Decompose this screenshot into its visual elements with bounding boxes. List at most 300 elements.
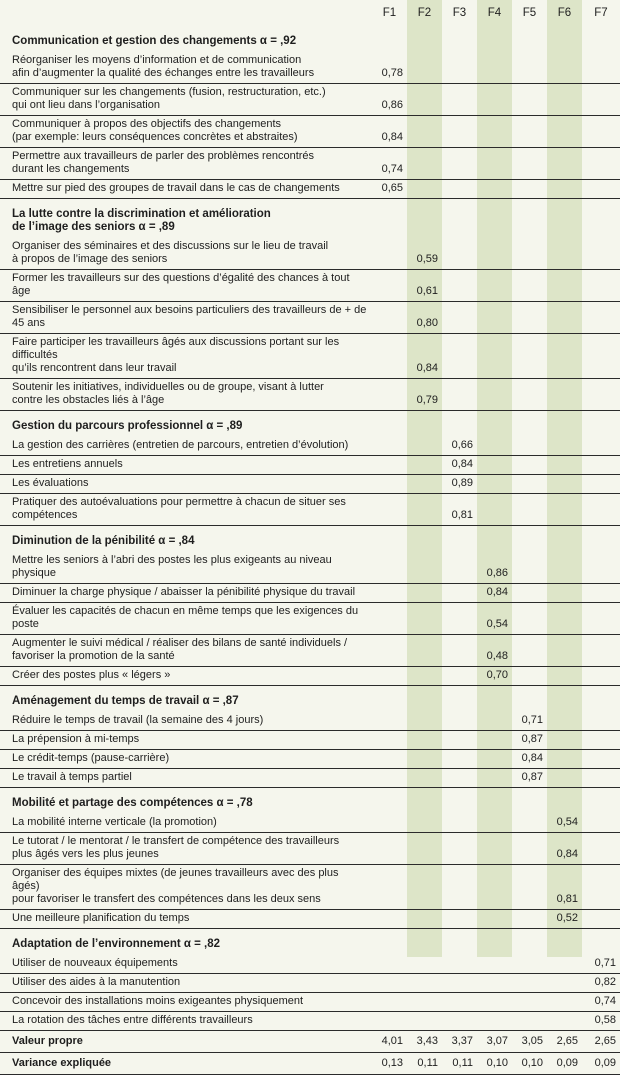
empty-cell — [547, 475, 582, 494]
table-row — [0, 552, 620, 584]
empty-cell — [477, 302, 512, 334]
empty-cell — [547, 731, 582, 750]
table-row — [0, 833, 620, 865]
item-label: Former les travailleurs sur des questions d’égalité des chances à tout âge — [0, 270, 372, 302]
empty-cell — [477, 475, 512, 494]
loading-value: 0,61 — [407, 270, 442, 302]
column-header: F6 — [557, 6, 572, 19]
empty-cell — [442, 814, 477, 833]
empty-cell — [582, 910, 620, 929]
table-row — [0, 584, 620, 603]
table-row — [0, 769, 620, 788]
empty-cell — [547, 270, 582, 302]
summary-value: 2,65 — [582, 1031, 620, 1053]
empty-cell — [512, 494, 547, 526]
empty-cell — [582, 635, 620, 667]
empty-cell — [407, 635, 442, 667]
empty-cell — [407, 731, 442, 750]
empty-cell — [407, 814, 442, 833]
empty-cell — [372, 667, 407, 686]
empty-cell — [512, 456, 547, 475]
empty-cell — [407, 456, 442, 475]
empty-cell — [582, 116, 620, 148]
summary-value: 0,09 — [582, 1053, 620, 1075]
empty-cell — [512, 955, 547, 974]
loading-value: 0,81 — [442, 494, 477, 526]
empty-cell — [512, 334, 547, 379]
loading-value: 0,74 — [372, 148, 407, 180]
loading-value: 0,84 — [407, 334, 442, 379]
empty-cell — [442, 769, 477, 788]
empty-cell — [582, 833, 620, 865]
empty-cell — [372, 712, 407, 731]
empty-cell — [582, 475, 620, 494]
item-label: Faire participer les travailleurs âgés aux discussions portant sur les difficultés qu’ils rencontrent dans leur travail — [0, 334, 372, 379]
loading-value: 0,70 — [477, 667, 512, 686]
summary-value: 0,13 — [372, 1053, 407, 1075]
empty-cell — [442, 148, 477, 180]
empty-cell — [442, 750, 477, 769]
loading-value: 0,80 — [407, 302, 442, 334]
empty-cell — [372, 910, 407, 929]
table-row — [0, 667, 620, 686]
empty-cell — [407, 993, 442, 1012]
empty-cell — [582, 865, 620, 910]
loading-value: 0,82 — [582, 974, 620, 993]
item-label: La prépension à mi-temps — [0, 731, 372, 750]
empty-cell — [372, 552, 407, 584]
empty-cell — [372, 379, 407, 411]
item-label: La gestion des carrières (entretien de parcours, entretien d’évolution) — [0, 437, 372, 456]
column-header: F1 — [382, 6, 397, 19]
empty-cell — [477, 148, 512, 180]
empty-cell — [477, 865, 512, 910]
empty-cell — [407, 865, 442, 910]
empty-cell — [547, 603, 582, 635]
empty-cell — [547, 238, 582, 270]
section-header-row — [0, 686, 620, 713]
empty-cell — [442, 910, 477, 929]
empty-cell — [582, 456, 620, 475]
empty-cell — [582, 180, 620, 199]
empty-cell — [547, 1012, 582, 1031]
column-header: F2 — [417, 6, 432, 19]
empty-cell — [582, 334, 620, 379]
empty-cell — [512, 116, 547, 148]
loading-value: 0,84 — [442, 456, 477, 475]
empty-cell — [477, 712, 512, 731]
empty-cell — [512, 667, 547, 686]
section-title: La lutte contre la discrimination et amélioration de l’image des seniors α = ,89 — [12, 208, 271, 233]
empty-cell — [547, 334, 582, 379]
empty-cell — [407, 750, 442, 769]
empty-cell — [372, 955, 407, 974]
summary-row — [0, 1053, 620, 1075]
empty-cell — [477, 833, 512, 865]
table-row — [0, 865, 620, 910]
empty-cell — [407, 1012, 442, 1031]
section-title: Mobilité et partage des compétences α = ,78 — [12, 797, 253, 809]
section-title: Communication et gestion des changements α = ,92 — [12, 35, 297, 47]
table-row — [0, 52, 620, 84]
table-row — [0, 437, 620, 456]
loading-value: 0,81 — [547, 865, 582, 910]
empty-cell — [547, 494, 582, 526]
empty-cell — [442, 180, 477, 199]
item-label: La mobilité interne verticale (la promotion) — [0, 814, 372, 833]
table-row — [0, 180, 620, 199]
empty-cell — [407, 84, 442, 116]
item-label: Une meilleure planification du temps — [0, 910, 372, 929]
empty-cell — [582, 302, 620, 334]
summary-label: Variance expliquée — [0, 1053, 372, 1075]
empty-cell — [582, 584, 620, 603]
empty-cell — [512, 379, 547, 411]
empty-cell — [547, 750, 582, 769]
loading-value: 0,48 — [477, 635, 512, 667]
empty-cell — [477, 955, 512, 974]
empty-cell — [442, 833, 477, 865]
table-row — [0, 814, 620, 833]
empty-cell — [407, 955, 442, 974]
empty-cell — [442, 635, 477, 667]
empty-cell — [442, 974, 477, 993]
empty-cell — [477, 750, 512, 769]
loading-value: 0,84 — [372, 116, 407, 148]
empty-cell — [512, 993, 547, 1012]
empty-cell — [372, 1012, 407, 1031]
empty-cell — [477, 116, 512, 148]
table-row — [0, 955, 620, 974]
loading-value: 0,79 — [407, 379, 442, 411]
loading-value: 0,59 — [407, 238, 442, 270]
item-label: Les évaluations — [0, 475, 372, 494]
loading-value: 0,84 — [547, 833, 582, 865]
header-row — [0, 0, 620, 26]
item-label: Diminuer la charge physique / abaisser la pénibilité physique du travail — [0, 584, 372, 603]
empty-cell — [407, 584, 442, 603]
loading-value: 0,87 — [512, 731, 547, 750]
item-label: Organiser des séminaires et des discussions sur le lieu de travail à propos de l’image des seniors — [0, 238, 372, 270]
item-label: Le travail à temps partiel — [0, 769, 372, 788]
empty-cell — [442, 955, 477, 974]
empty-cell — [512, 148, 547, 180]
table-row — [0, 116, 620, 148]
section-header-row — [0, 26, 620, 52]
empty-cell — [372, 494, 407, 526]
empty-cell — [372, 334, 407, 379]
section-header-row — [0, 526, 620, 553]
empty-cell — [372, 731, 407, 750]
item-label: La rotation des tâches entre différents travailleurs — [0, 1012, 372, 1031]
empty-cell — [512, 552, 547, 584]
empty-cell — [512, 302, 547, 334]
empty-cell — [407, 116, 442, 148]
empty-cell — [547, 712, 582, 731]
empty-cell — [442, 712, 477, 731]
empty-cell — [582, 270, 620, 302]
item-label: Augmenter le suivi médical / réaliser des bilans de santé individuels / favoriser la promotion de la santé — [0, 635, 372, 667]
item-label: Sensibiliser le personnel aux besoins particuliers des travailleurs de + de 45 ans — [0, 302, 372, 334]
empty-cell — [442, 116, 477, 148]
empty-cell — [407, 667, 442, 686]
item-label: Soutenir les initiatives, individuelles ou de groupe, visant à lutter contre les obstacles liés à l’âge — [0, 379, 372, 411]
empty-cell — [512, 974, 547, 993]
empty-cell — [582, 667, 620, 686]
summary-value: 3,43 — [407, 1031, 442, 1053]
section-header-row — [0, 788, 620, 815]
empty-cell — [442, 379, 477, 411]
empty-cell — [512, 270, 547, 302]
empty-cell — [372, 814, 407, 833]
empty-cell — [372, 603, 407, 635]
empty-cell — [372, 865, 407, 910]
empty-cell — [512, 584, 547, 603]
table-row — [0, 603, 620, 635]
empty-cell — [547, 116, 582, 148]
empty-cell — [547, 993, 582, 1012]
loading-value: 0,86 — [477, 552, 512, 584]
loading-value: 0,84 — [512, 750, 547, 769]
item-label: Pratiquer des autoévaluations pour permettre à chacun de situer ses compétences — [0, 494, 372, 526]
empty-cell — [477, 52, 512, 84]
empty-cell — [407, 769, 442, 788]
loading-value: 0,74 — [582, 993, 620, 1012]
table-row — [0, 379, 620, 411]
empty-cell — [477, 456, 512, 475]
header-blank — [0, 0, 372, 26]
loading-value: 0,66 — [442, 437, 477, 456]
empty-cell — [512, 865, 547, 910]
column-header: F3 — [452, 6, 467, 19]
empty-cell — [477, 180, 512, 199]
loading-value: 0,52 — [547, 910, 582, 929]
empty-cell — [372, 833, 407, 865]
empty-cell — [442, 731, 477, 750]
section-title: Gestion du parcours professionnel α = ,89 — [12, 420, 243, 432]
empty-cell — [547, 180, 582, 199]
empty-cell — [582, 379, 620, 411]
empty-cell — [372, 993, 407, 1012]
empty-cell — [547, 584, 582, 603]
empty-cell — [407, 437, 442, 456]
summary-value: 0,10 — [477, 1053, 512, 1075]
empty-cell — [547, 635, 582, 667]
table-row — [0, 910, 620, 929]
summary-value: 3,05 — [512, 1031, 547, 1053]
empty-cell — [407, 552, 442, 584]
empty-cell — [477, 814, 512, 833]
empty-cell — [442, 584, 477, 603]
empty-cell — [372, 635, 407, 667]
empty-cell — [407, 475, 442, 494]
empty-cell — [582, 52, 620, 84]
loading-value: 0,87 — [512, 769, 547, 788]
empty-cell — [407, 910, 442, 929]
table-row — [0, 456, 620, 475]
empty-cell — [372, 475, 407, 494]
empty-cell — [547, 84, 582, 116]
empty-cell — [477, 974, 512, 993]
empty-cell — [372, 974, 407, 993]
table-row — [0, 635, 620, 667]
loading-value: 0,71 — [582, 955, 620, 974]
loading-value: 0,89 — [442, 475, 477, 494]
table-row — [0, 84, 620, 116]
empty-cell — [512, 180, 547, 199]
empty-cell — [512, 475, 547, 494]
empty-cell — [512, 52, 547, 84]
item-label: Permettre aux travailleurs de parler des problèmes rencontrés durant les changements — [0, 148, 372, 180]
table-row — [0, 494, 620, 526]
empty-cell — [442, 302, 477, 334]
table-row — [0, 993, 620, 1012]
empty-cell — [477, 238, 512, 270]
empty-cell — [442, 1012, 477, 1031]
empty-cell — [547, 974, 582, 993]
empty-cell — [372, 769, 407, 788]
empty-cell — [442, 238, 477, 270]
empty-cell — [372, 238, 407, 270]
section-title: Aménagement du temps de travail α = ,87 — [12, 695, 239, 707]
item-label: Le crédit-temps (pause-carrière) — [0, 750, 372, 769]
empty-cell — [547, 955, 582, 974]
item-label: Réorganiser les moyens d’information et de communication afin d’augmenter la qualité des échanges entre les travailleurs — [0, 52, 372, 84]
empty-cell — [512, 238, 547, 270]
table-row — [0, 1012, 620, 1031]
summary-value: 3,07 — [477, 1031, 512, 1053]
item-label: Utiliser de nouveaux équipements — [0, 955, 372, 974]
empty-cell — [477, 379, 512, 411]
loading-value: 0,58 — [582, 1012, 620, 1031]
empty-cell — [512, 1012, 547, 1031]
empty-cell — [407, 180, 442, 199]
table-row — [0, 148, 620, 180]
empty-cell — [582, 552, 620, 584]
table-row — [0, 731, 620, 750]
item-label: Créer des postes plus « légers » — [0, 667, 372, 686]
empty-cell — [582, 603, 620, 635]
item-label: Concevoir des installations moins exigeantes physiquement — [0, 993, 372, 1012]
loading-value: 0,86 — [372, 84, 407, 116]
empty-cell — [407, 712, 442, 731]
empty-cell — [477, 84, 512, 116]
empty-cell — [477, 437, 512, 456]
item-label: Évaluer les capacités de chacun en même temps que les exigences du poste — [0, 603, 372, 635]
item-label: Réduire le temps de travail (la semaine des 4 jours) — [0, 712, 372, 731]
empty-cell — [582, 238, 620, 270]
empty-cell — [442, 993, 477, 1012]
empty-cell — [442, 667, 477, 686]
table-row — [0, 302, 620, 334]
empty-cell — [512, 603, 547, 635]
summary-value: 0,09 — [547, 1053, 582, 1075]
empty-cell — [582, 148, 620, 180]
table-row — [0, 712, 620, 731]
empty-cell — [512, 910, 547, 929]
empty-cell — [442, 552, 477, 584]
empty-cell — [477, 910, 512, 929]
section-header-row — [0, 411, 620, 438]
summary-value: 0,11 — [407, 1053, 442, 1075]
empty-cell — [547, 148, 582, 180]
empty-cell — [372, 584, 407, 603]
empty-cell — [442, 603, 477, 635]
empty-cell — [372, 270, 407, 302]
section-header-row — [0, 199, 620, 239]
empty-cell — [477, 270, 512, 302]
empty-cell — [442, 52, 477, 84]
item-label: Organiser des équipes mixtes (de jeunes travailleurs avec des plus âgés) pour favoriser le transfert des compétences dans les deux sens — [0, 865, 372, 910]
loading-value: 0,84 — [477, 584, 512, 603]
empty-cell — [477, 334, 512, 379]
empty-cell — [582, 712, 620, 731]
summary-value: 0,11 — [442, 1053, 477, 1075]
item-label: Communiquer à propos des objectifs des changements (par exemple: leurs conséquences concrètes et abstraites) — [0, 116, 372, 148]
empty-cell — [547, 667, 582, 686]
section-title: Diminution de la pénibilité α = ,84 — [12, 535, 195, 547]
empty-cell — [407, 148, 442, 180]
section-header-row — [0, 929, 620, 956]
summary-label: Valeur propre — [0, 1031, 372, 1053]
loading-value: 0,78 — [372, 52, 407, 84]
empty-cell — [547, 379, 582, 411]
column-header: F7 — [594, 6, 608, 19]
summary-value: 4,01 — [372, 1031, 407, 1053]
item-label: Mettre sur pied des groupes de travail dans le cas de changements — [0, 180, 372, 199]
empty-cell — [582, 494, 620, 526]
summary-value: 0,10 — [512, 1053, 547, 1075]
table-row — [0, 475, 620, 494]
empty-cell — [372, 302, 407, 334]
empty-cell — [477, 769, 512, 788]
table-body — [0, 26, 620, 1075]
empty-cell — [407, 494, 442, 526]
empty-cell — [442, 270, 477, 302]
empty-cell — [582, 84, 620, 116]
empty-cell — [512, 833, 547, 865]
empty-cell — [477, 1012, 512, 1031]
loading-value: 0,54 — [477, 603, 512, 635]
item-label: Utiliser des aides à la manutention — [0, 974, 372, 993]
empty-cell — [582, 814, 620, 833]
empty-cell — [442, 334, 477, 379]
empty-cell — [372, 437, 407, 456]
loading-value: 0,65 — [372, 180, 407, 199]
empty-cell — [512, 84, 547, 116]
summary-value: 2,65 — [547, 1031, 582, 1053]
empty-cell — [372, 750, 407, 769]
empty-cell — [442, 84, 477, 116]
section-title: Adaptation de l’environnement α = ,82 — [12, 938, 221, 950]
empty-cell — [512, 635, 547, 667]
empty-cell — [477, 993, 512, 1012]
summary-value: 3,37 — [442, 1031, 477, 1053]
empty-cell — [582, 731, 620, 750]
table-row — [0, 270, 620, 302]
empty-cell — [407, 603, 442, 635]
empty-cell — [547, 769, 582, 788]
empty-cell — [547, 552, 582, 584]
empty-cell — [582, 769, 620, 788]
loading-value: 0,71 — [512, 712, 547, 731]
summary-row — [0, 1031, 620, 1053]
column-header: F4 — [487, 6, 502, 19]
item-label: Mettre les seniors à l’abri des postes les plus exigeants au niveau physique — [0, 552, 372, 584]
table-row — [0, 974, 620, 993]
empty-cell — [547, 437, 582, 456]
empty-cell — [512, 437, 547, 456]
